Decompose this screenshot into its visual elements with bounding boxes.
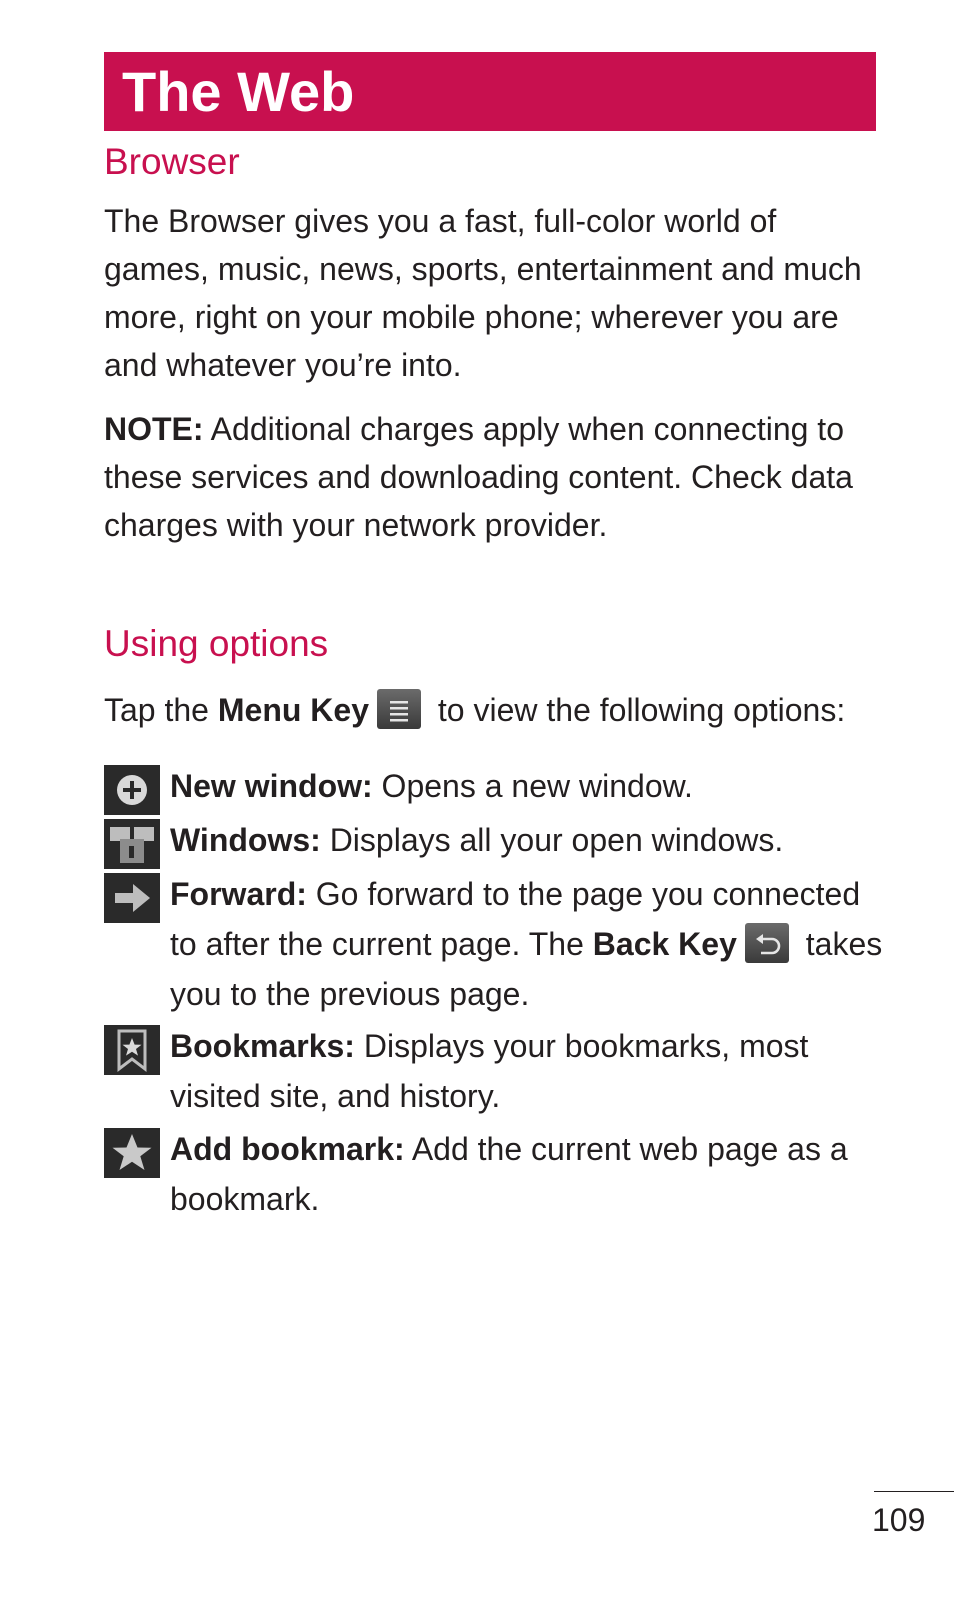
option-windows-text (170, 815, 890, 865)
option-new-window-text (170, 761, 890, 811)
option-description: Opens a new window. (372, 768, 693, 804)
windows-icon (104, 819, 160, 869)
options-intro-prefix: Tap the (104, 692, 218, 728)
browser-intro: The Browser gives you a fast, full-color world of games, music, news, sports, entertainment and much more, right on your mobile phone; wherever you are and whatever you’re into. (104, 203, 862, 383)
new-window-icon (104, 765, 160, 815)
option-description: Add the current web page as a bookmark. (170, 1131, 848, 1217)
browser-heading: Browser (104, 141, 240, 182)
forward-icon (104, 873, 160, 923)
option-bookmarks-text (170, 1021, 890, 1121)
add-bookmark-icon (104, 1128, 160, 1178)
using-options-heading: Using options (104, 623, 329, 664)
option-description: Go forward to the page you connected to after the current page. The (170, 876, 861, 962)
option-label: Windows: (170, 822, 321, 858)
option-label: Add bookmark: (170, 1131, 405, 1167)
chapter-title-bar (104, 52, 876, 131)
option-label: Bookmarks: (170, 1028, 355, 1064)
menu-key-label: Menu Key (217, 692, 369, 728)
option-description: Displays all your open windows. (320, 822, 784, 858)
note-text: Additional charges apply when connecting to these services and downloading content. Check data charges with your network provider. (104, 411, 853, 543)
note-label: NOTE: (104, 411, 204, 447)
option-description-end: takes you to the previous page. (170, 926, 883, 1012)
options-intro-suffix: to view the following options: (429, 692, 846, 728)
option-forward-text (170, 869, 890, 1019)
menu-key-icon (377, 689, 421, 729)
option-label: New window: (170, 768, 373, 804)
bookmarks-icon (104, 1025, 160, 1075)
options-intro (104, 686, 884, 734)
chapter-title: The Web (122, 60, 355, 123)
option-description: Displays your bookmarks, most visited site, and history. (170, 1028, 809, 1114)
back-key-icon (745, 923, 789, 963)
option-label: Forward: (170, 876, 307, 912)
footer-rule (874, 1491, 954, 1492)
back-key-label: Back Key (592, 926, 737, 962)
page-number: 109 (872, 1502, 926, 1538)
note-paragraph (104, 405, 884, 549)
option-add-bookmark-text (170, 1124, 890, 1224)
